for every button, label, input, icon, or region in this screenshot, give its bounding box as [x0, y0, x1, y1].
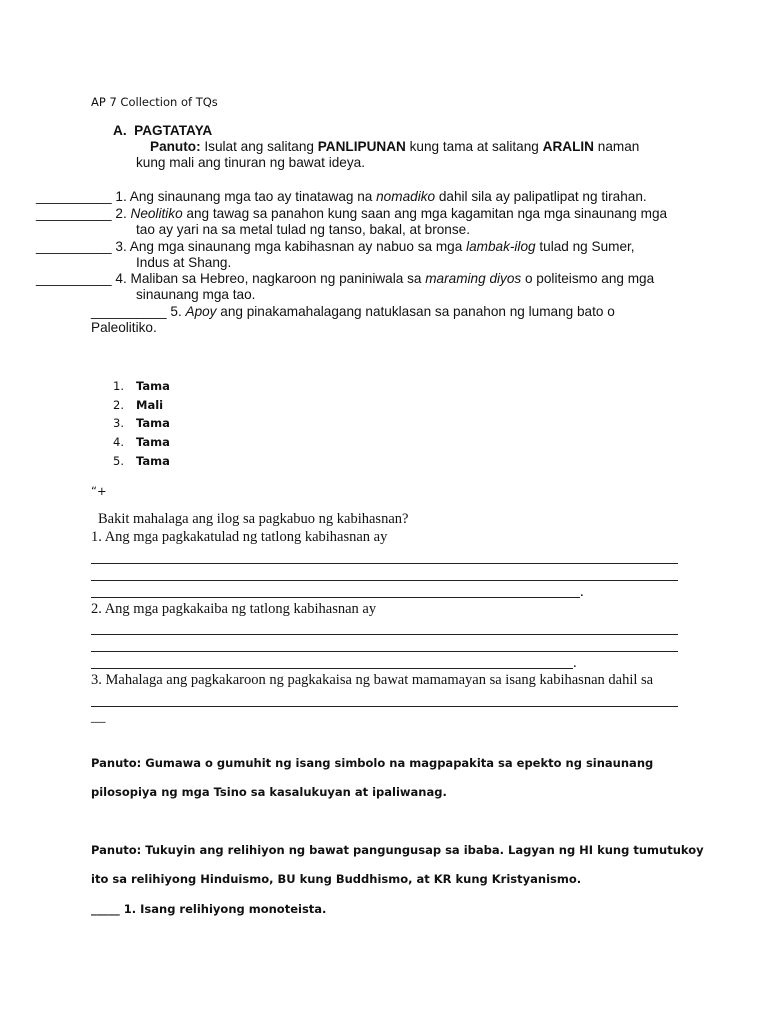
item-5	[91, 304, 615, 319]
answer-line[interactable]	[91, 668, 573, 669]
stray-mark: “+	[91, 484, 107, 498]
item-text: 2.	[111, 206, 131, 221]
answer-blank[interactable]: __________	[91, 304, 167, 319]
item-text: 1. Ang sinaunang mga tao ay tinatawag na	[111, 189, 377, 204]
symbol-instructions-line-1: Panuto: Gumawa o gumuhit ng isang simbolo na magpapakita sa epekto ng sinaunang	[91, 756, 654, 770]
answer-blank[interactable]: __________	[36, 206, 112, 221]
section-heading	[113, 123, 212, 138]
document-title: AP 7 Collection of TQs	[91, 95, 218, 109]
answer-key-item	[113, 379, 124, 393]
answer-key-value: Tama	[136, 416, 170, 430]
item-text: tulad ng Sumer,	[535, 239, 635, 254]
answer-line[interactable]	[91, 651, 678, 652]
religion-instructions-line-2: ito sa relihiyong Hinduismo, BU kung Buddhismo, at KR kung Kristyanismo.	[91, 872, 582, 886]
religion-instructions-line-1: Panuto: Tukuyin ang relihiyon ng bawat pangungusap sa ibaba. Lagyan ng HI kung tumutukoy	[91, 843, 704, 857]
item-text: 4. Maliban sa Hebreo, nagkaroon ng paniniwala sa	[111, 271, 426, 286]
answer-key-item	[113, 398, 124, 412]
instructions-text: naman	[593, 139, 640, 154]
item-1	[36, 189, 647, 204]
essay-question: Bakit mahalaga ang ilog sa pagkabuo ng kabihasnan?	[98, 511, 409, 527]
instructions-line-1	[150, 139, 639, 154]
item-text: ang pinakamahalagang natuklasan sa panahon ng lumang bato o	[216, 304, 615, 319]
instructions-label: Panuto:	[150, 139, 201, 154]
answer-number: 5.	[113, 454, 124, 468]
answer-line[interactable]	[91, 706, 678, 707]
answer-key-value: Tama	[136, 379, 170, 393]
answer-key-item	[113, 454, 124, 468]
item-4-continuation: sinaunang mga tao.	[136, 287, 256, 302]
answer-blank[interactable]: __________	[36, 189, 112, 204]
instructions-text: Isulat ang salitang	[200, 139, 318, 154]
religion-item-1: _____ 1. Isang relihiyong monoteista.	[91, 902, 327, 916]
essay-prompt-1: 1. Ang mga pagkakatulad ng tatlong kabihasnan ay	[91, 529, 388, 545]
item-3	[36, 239, 635, 254]
item-keyword: Neolitiko	[130, 206, 183, 221]
answer-period: .	[573, 655, 577, 671]
section-title: PAGTATAYA	[134, 123, 213, 138]
answer-number: 4.	[113, 435, 124, 449]
item-text: 5.	[166, 304, 186, 319]
item-text: dahil sila ay palipatlipat ng tirahan.	[435, 189, 647, 204]
keyword-aralin: ARALIN	[542, 139, 594, 154]
item-keyword: maraming diyos	[425, 271, 522, 286]
symbol-instructions-line-2: pilosopiya ng mga Tsino sa kasalukuyan at ipaliwanag.	[91, 785, 447, 799]
item-keyword: lambak-ilog	[466, 239, 536, 254]
keyword-panlipunan: PANLIPUNAN	[317, 139, 406, 154]
instructions-text: kung tama at salitang	[405, 139, 543, 154]
answer-key-value: Tama	[136, 435, 170, 449]
answer-key-item	[113, 416, 124, 430]
answer-number: 1.	[113, 379, 124, 393]
item-text: 3. Ang mga sinaunang mga kabihasnan ay nabuo sa mga	[111, 239, 467, 254]
answer-blank[interactable]: __________	[36, 239, 112, 254]
essay-prompt-2: 2. Ang mga pagkakaiba ng tatlong kabihasnan ay	[91, 601, 377, 617]
item-5-continuation: Paleolitiko.	[91, 320, 157, 335]
answer-key-value: Tama	[136, 454, 170, 468]
item-2-continuation: tao ay yari na sa metal tulad ng tanso, bakal, at bronse.	[136, 222, 471, 237]
answer-line[interactable]	[91, 580, 678, 581]
item-keyword: Apoy	[185, 304, 217, 319]
answer-key-value: Mali	[136, 398, 164, 412]
answer-key-item	[113, 435, 124, 449]
answer-number: 2.	[113, 398, 124, 412]
answer-line[interactable]	[91, 597, 580, 598]
answer-period: .	[580, 584, 584, 600]
essay-prompt-3: 3. Mahalaga ang pagkakaroon ng pagkakaisa ng bawat mamamayan sa isang kabihasnan dahil sa	[91, 672, 654, 688]
item-4	[36, 271, 654, 286]
instructions-line-2: kung mali ang tinuran ng bawat ideya.	[136, 155, 365, 170]
item-keyword: nomadiko	[376, 189, 436, 204]
answer-line[interactable]	[91, 563, 678, 564]
answer-blank[interactable]: __________	[36, 271, 112, 286]
answer-line[interactable]	[91, 634, 678, 635]
item-text: o politeismo ang mga	[521, 271, 655, 286]
item-3-continuation: Indus at Shang.	[136, 255, 232, 270]
item-text: ang tawag sa panahon kung saan ang mga kagamitan nga mga sinaunang mga	[182, 206, 668, 221]
section-letter: A.	[113, 123, 127, 138]
answer-line-end: __	[91, 709, 106, 725]
item-2	[36, 206, 667, 221]
answer-number: 3.	[113, 416, 124, 430]
